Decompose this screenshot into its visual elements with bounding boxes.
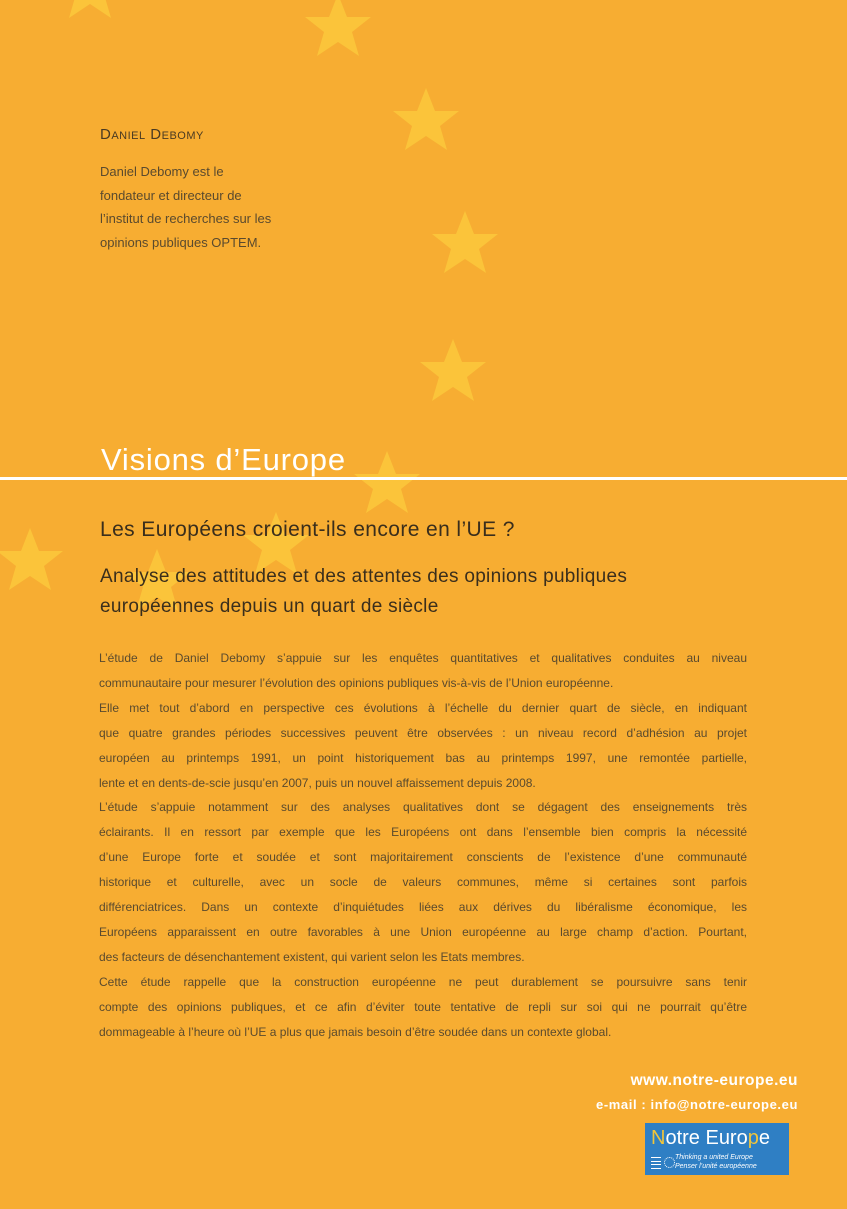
body-line: lente et en dents-de-scie jusqu’en 2007, puis un nouvel affaissement depuis 2008.: [99, 775, 536, 790]
body-line: L’étude s’appuie notamment sur des analyses qualitatives dont se dégagent des enseignements très: [99, 800, 747, 815]
body-line: dommageable à l’heure où l’UE a plus que jamais besoin d’être soudée dans un contexte global.: [99, 1024, 612, 1039]
author-bio-line: fondateur et directeur de: [100, 187, 242, 203]
body-line: L’étude de Daniel Debomy s’appuie sur les enquêtes quantitatives et qualitatives conduites au niveau: [99, 651, 747, 665]
body-line: d’une Europe forte et soudée et sont majoritairement conscients de l’existence d’une communauté: [99, 850, 747, 865]
logo-tagline-fr: Penser l’unité européenne: [675, 1163, 757, 1170]
body-line: différenciatrices. Dans un contexte d’inquiétudes liées aux dérives du libéralisme économique, les: [99, 900, 747, 915]
divider: [0, 477, 847, 480]
body-line: éclairants. Il en ressort par exemple que les Européens ont dans l’ensemble bien compris la nécessité: [99, 825, 747, 840]
body-line: Elle met tout d’abord en perspective ces évolutions à l’échelle du dernier quart de siècle, en indiquant: [99, 700, 747, 715]
author-bio: [100, 160, 320, 254]
body-line: communautaire pour mesurer l’évolution des opinions publiques vis-à-vis de l’Union européenne.: [99, 675, 614, 690]
author-bio-line: opinions publiques OPTEM.: [100, 234, 262, 250]
eu-star-icon: [420, 339, 486, 401]
eu-star-icon: [432, 211, 498, 273]
author-bio-line: l’institut de recherches sur les: [100, 211, 272, 226]
body-line: Européens apparaissent en outre favorables à une Union européenne au large champ d’action. Pourtant,: [99, 924, 747, 939]
logo-letter: p: [747, 1127, 759, 1149]
logo-letter: N: [651, 1127, 666, 1149]
body-line: des facteurs de désenchantement existent, qui varient selon les Etats membres.: [99, 949, 525, 964]
logo-letter: e: [758, 1127, 770, 1149]
body-line: que quatre grandes périodes successives peuvent être observées : un niveau record d’adhésion au projet: [99, 725, 747, 740]
eu-star-icon: [393, 88, 459, 150]
eu-star-icon: [0, 528, 63, 590]
eu-star-icon: [354, 451, 420, 513]
author-bio-line: Daniel Debomy est le: [100, 164, 224, 179]
eu-star-icon: [305, 0, 371, 56]
logo-letters: otre Euro: [665, 1127, 748, 1149]
page-title: Les Européens croient-ils encore en l’UE ?: [100, 518, 515, 541]
eu-star-icon: [57, 0, 123, 18]
section-title: Visions d’Europe: [101, 442, 346, 477]
logo-name: [651, 1127, 770, 1150]
body-line: européen au printemps 1991, un point historiquement bas au printemps 1997, une remontée partielle,: [99, 750, 747, 765]
notre-europe-logo: [645, 1123, 789, 1175]
subtitle-line: européennes depuis un quart de siècle: [100, 596, 439, 617]
body-line: historique et culturelle, avec un socle de valeurs communes, même si certaines sont parfois: [99, 875, 747, 890]
body-line: compte des opinions publiques, et ce afin d’éviter toute tentative de repli sur soi qui ne pourrait qu’être: [99, 999, 747, 1014]
body-line: Cette étude rappelle que la construction européenne ne peut durablement se poursuivre sans tenir: [99, 974, 747, 989]
logo-tagline-en: Thinking a united Europe: [675, 1154, 753, 1161]
website-link[interactable]: www.notre-europe.eu: [630, 1072, 798, 1089]
page-subtitle: [100, 562, 760, 622]
author-name: Daniel Debomy: [100, 126, 204, 143]
email-link[interactable]: e-mail : info@notre-europe.eu: [596, 1097, 798, 1112]
subtitle-line: Analyse des attitudes et des attentes des opinions publiques: [100, 566, 628, 587]
summary-text: [99, 646, 747, 1045]
flag-icon: [651, 1157, 661, 1169]
ring-icon: [664, 1157, 675, 1168]
logo-tagline: [675, 1153, 757, 1171]
